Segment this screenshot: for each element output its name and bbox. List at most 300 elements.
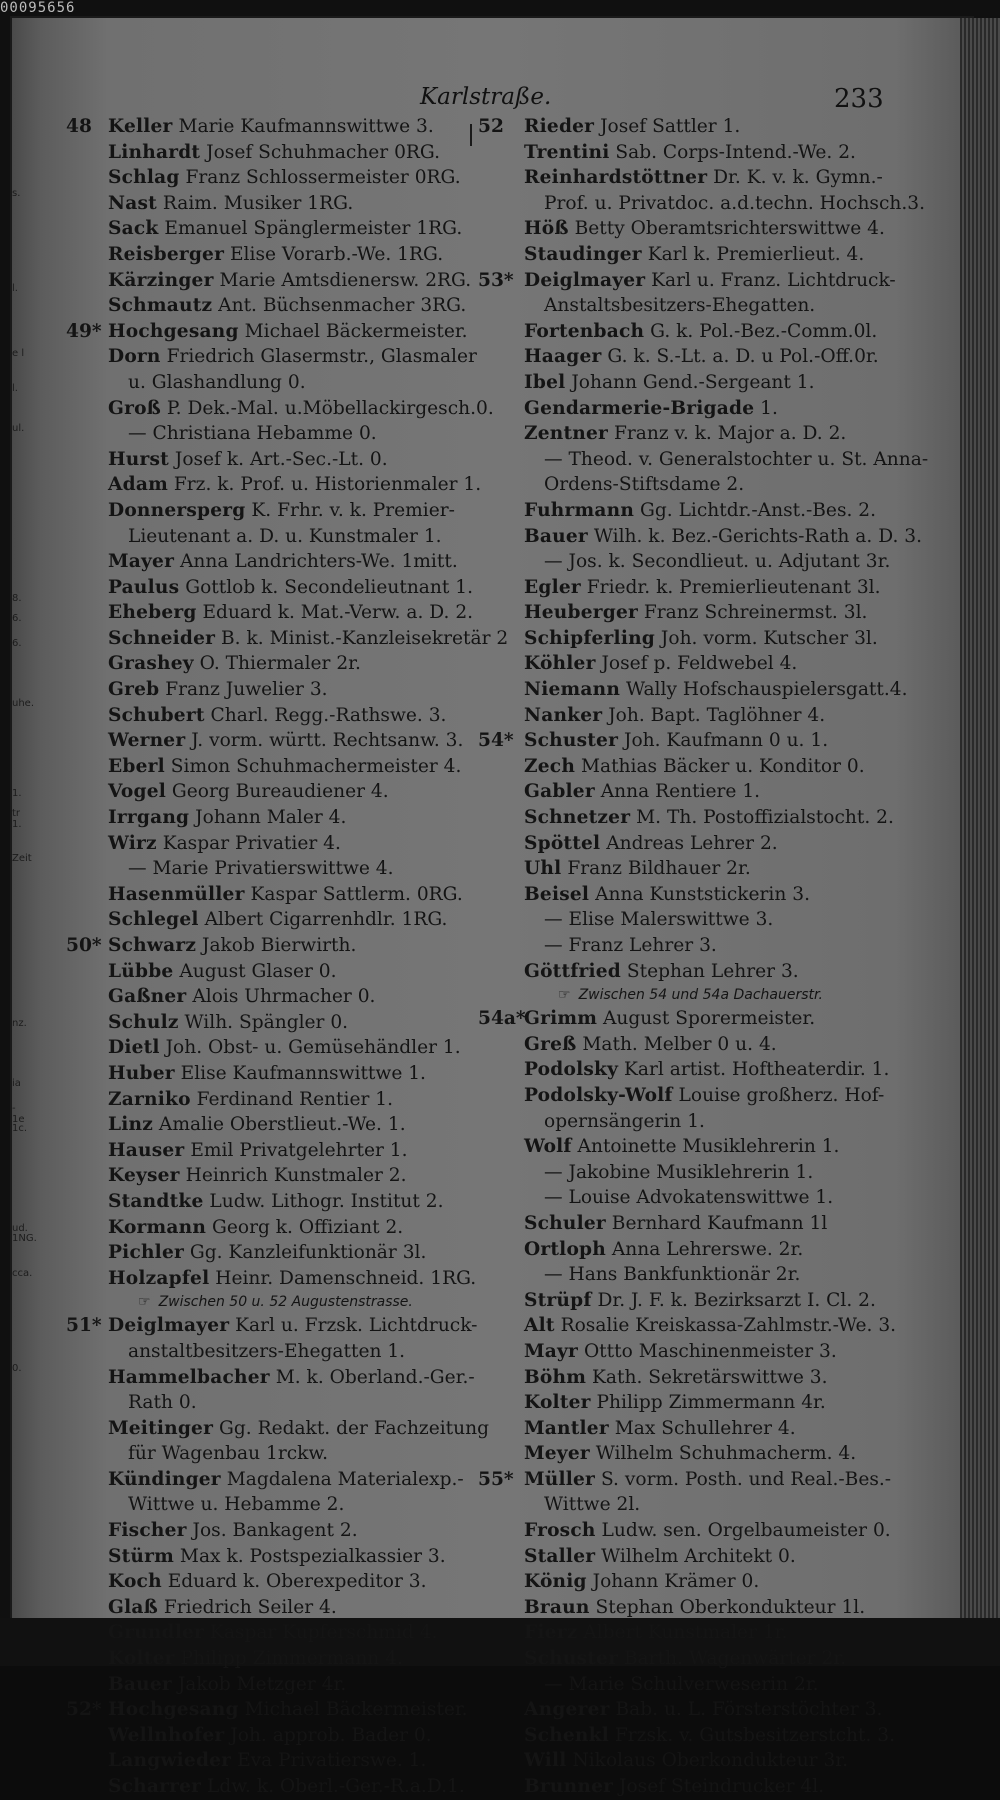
resident-details: Ottto Maschinenmeister 3. [578,1340,837,1362]
margin-fragment: ia [12,1078,21,1089]
resident-surname: Donnersperg [108,499,246,521]
resident-details: Louise großherz. Hof- [672,1084,885,1106]
left-margin-fragments [12,18,37,1618]
house-number: 51* [66,1315,102,1337]
resident-surname: Reisberger [108,243,225,265]
resident-entry [478,600,918,626]
resident-details: Eva Privatierswe. 1. [231,1750,427,1772]
resident-details: Emil Privatgelehrter 1. [184,1139,408,1161]
resident-details: Lieutenant a. D. u. Kunstmaler 1. [128,525,442,547]
resident-entry [66,933,476,959]
resident-surname: Heuberger [524,602,638,624]
resident-surname: Trentini [524,141,610,163]
resident-surname: Ortloph [524,1238,606,1260]
resident-surname: Braun [524,1596,590,1618]
resident-entry [66,1240,476,1266]
resident-entry [478,1057,918,1083]
resident-details: Georg k. Offiziant 2. [206,1216,404,1238]
resident-entry [478,626,918,652]
resident-details: Wally Hofschauspielersgatt.4. [620,679,908,701]
household-member-entry [478,447,929,473]
resident-details: — Marie Privatierswittwe 4. [128,858,394,880]
resident-entry [478,242,918,268]
resident-details: Ferdinand Rentier 1. [190,1088,394,1110]
resident-entry [66,1774,476,1800]
resident-entry [478,831,918,857]
resident-details: Ludw. Lithogr. Institut 2. [203,1190,444,1212]
resident-details: M. Th. Postoffizialstocht. 2. [630,807,894,829]
resident-details: Josef Schuhmacher 0RG. [200,141,441,163]
resident-details: Marie Kaufmannswittwe 3. [172,116,434,137]
resident-details: Joh. approb. Bader 0. [224,1724,432,1746]
resident-details: Stephan Lehrer 3. [620,960,799,982]
resident-surname: Schwarz [108,935,197,956]
resident-entry [478,959,918,985]
resident-entry [478,1697,918,1723]
resident-surname: Brunner [524,1776,614,1797]
resident-details: Georg Bureaudiener 4. [166,781,389,803]
resident-surname: Zech [524,755,576,777]
resident-details: Karl artist. Hoftheaterdir. 1. [618,1059,890,1081]
margin-fragment: 8. [12,593,22,604]
resident-details: Gottlob k. Secondelieutnant 1. [179,576,473,598]
margin-fragment: 1NG. [12,1233,37,1244]
resident-surname: Pichler [108,1242,184,1264]
resident-details: Joh. Obst- u. Gemüsehändler 1. [159,1037,461,1059]
resident-details: Simon Schuhmachermeister 4. [164,755,462,777]
entry-continuation [66,1390,476,1416]
resident-details: Max k. Postspezialkassier 3. [174,1545,446,1567]
resident-details: Joh. Kaufmann 0 u. 1. [618,730,829,752]
margin-fragment: cca. [12,1268,33,1279]
resident-details: Michael Bäckermeister. [238,1699,468,1721]
resident-entry [66,1035,476,1061]
resident-entry [478,1211,918,1237]
resident-surname: Lübbe [108,960,174,982]
resident-details: K. Frhr. v. k. Premier- [245,499,455,521]
resident-surname: Gabler [524,781,595,803]
resident-details: Nikolaus Oberkondukteur 3r. [566,1750,849,1772]
right-column [478,114,929,1800]
resident-details: Josef p. Feldwebel 4. [595,653,798,675]
resident-details: Anna Kunststickerin 3. [589,883,811,905]
resident-details: Heinrich Kunstmaler 2. [179,1165,407,1187]
margin-fragment: e l [12,348,25,359]
resident-details: Eduard k. Mat.-Verw. a. D. 2. [196,602,474,624]
resident-entry [66,1518,476,1544]
resident-surname: Deiglmayer [108,1315,230,1337]
resident-entry [478,1467,918,1493]
resident-entry [66,1313,476,1339]
resident-details: Friedrich Glasermstr., Glasmaler [160,346,477,368]
resident-details: Dr. J. F. k. Bezirksarzt I. Cl. 2. [591,1289,876,1311]
resident-details: — Franz Lehrer 3. [544,935,717,956]
resident-entry [478,1032,918,1058]
resident-entry [66,779,476,805]
resident-entry [66,1266,476,1292]
resident-details: Mathias Bäcker u. Konditor 0. [575,755,865,777]
resident-details: Johann Maler 4. [189,807,347,829]
resident-details: Philipp Zimmermann 4r. [590,1392,826,1414]
household-member-entry [478,549,918,575]
margin-fragment: ud. [12,1223,28,1234]
pointing-hand-icon: ☞ [138,1294,151,1311]
resident-entry [66,498,476,524]
resident-details: Barth. Wagenwärter 2r. [618,1648,847,1670]
resident-entry [66,165,476,191]
resident-entry [66,1544,476,1570]
house-number: 50* [66,935,102,956]
resident-entry [478,421,918,447]
resident-details: Amalie Oberstlieut.-We. 1. [153,1114,406,1136]
resident-details: Wittwe 2l. [544,1494,641,1516]
resident-entry [66,268,476,294]
resident-entry [66,651,476,677]
resident-surname: Vogel [108,781,167,803]
margin-fragment: s. [12,188,21,199]
resident-entry [66,1672,476,1698]
resident-entry [66,1163,476,1189]
resident-surname: Mayer [108,551,175,573]
household-member-entry [66,421,476,447]
resident-details: G. k. Pol.-Bez.-Comm.0l. [644,320,878,342]
resident-details: Franz v. k. Major a. D. 2. [608,423,847,445]
resident-details: Elise Vorarb.-We. 1RG. [224,243,444,265]
resident-entry [478,216,918,242]
resident-surname: Spöttel [524,832,601,854]
resident-entry [478,1748,918,1774]
household-member-entry [478,933,918,959]
household-member-entry [478,1185,918,1211]
resident-entry [66,319,476,345]
page-edge [960,18,1000,1618]
resident-entry [478,1544,918,1570]
resident-entry [66,472,482,498]
resident-entry [478,319,918,345]
resident-details: Ant. Büchsenmacher 3RG. [212,295,467,317]
resident-surname: Alt [524,1315,555,1337]
resident-details: Josef Steindrucker 4l. [613,1776,825,1797]
resident-entry [66,907,476,933]
resident-surname: Kormann [108,1216,207,1238]
resident-entry [66,396,494,422]
resident-details: Rath 0. [128,1392,197,1414]
resident-entry [478,1620,918,1646]
resident-surname: Podolsky [524,1059,619,1081]
resident-surname: Zentner [524,423,609,445]
resident-entry [66,1061,476,1087]
resident-details: Andreas Lehrer 2. [600,832,778,854]
resident-entry [66,728,476,754]
resident-entry [478,728,918,754]
resident-details: Ldw. k. Oberl.-Ger.-R.a.D.1. [201,1776,465,1797]
note-text: Zwischen 54 und 54a Dachauerstr. [578,987,823,1004]
resident-details: Max Schullehrer 4. [608,1417,796,1439]
resident-entry [66,1569,476,1595]
resident-entry [478,1006,918,1032]
resident-details: G. k. S.-Lt. a. D. u Pol.-Off.0r. [601,346,879,368]
resident-entry [478,1083,918,1109]
resident-details: Franz Bildhauer 2r. [561,858,751,880]
house-number: 54* [478,730,514,752]
resident-entry [478,1595,918,1621]
resident-details: Joh. vorm. Kutscher 3l. [655,627,878,649]
resident-entry [66,242,476,268]
resident-entry [66,677,476,703]
resident-surname: Gendarmerie-Brigade [524,397,755,419]
resident-surname: Wellnhofer [108,1724,225,1746]
resident-surname: Haager [524,346,602,368]
resident-entry [66,805,476,831]
resident-details: Michael Bäckermeister. [238,320,468,342]
resident-entry [66,1697,476,1723]
resident-details: August Glaser 0. [173,960,337,982]
resident-details: Wilh. Spängler 0. [178,1011,349,1033]
resident-surname: Fischer [108,1520,187,1542]
resident-entry [66,447,476,473]
resident-entry [66,1416,490,1442]
resident-surname: Dorn [108,346,161,368]
resident-details: Ludw. sen. Orgelbaumeister 0. [595,1520,891,1542]
entry-continuation [478,1109,918,1135]
resident-details: Bab. u. L. Försterstöchter 3. [609,1699,883,1721]
resident-entry [478,1313,918,1339]
resident-entry [66,600,476,626]
resident-surname: Kärzinger [108,269,214,291]
resident-details: — Elise Malerswittwe 3. [544,909,774,931]
note-text: Zwischen 50 u. 52 Augustenstrasse. [158,1294,413,1311]
resident-surname: Sack [108,218,159,240]
resident-details: Anstaltsbesitzers-Ehegatten. [544,295,816,317]
resident-entry [478,370,918,396]
resident-details: Prof. u. Privatdoc. a.d.techn. Hochsch.3. [544,192,926,214]
resident-entry [478,677,918,703]
running-head-street: Karlstraße. [420,84,552,110]
resident-surname: Podolsky-Wolf [524,1084,673,1106]
resident-surname: Glaß [108,1596,158,1618]
resident-surname: Grundler [108,1622,205,1644]
entry-continuation [66,524,476,550]
resident-entry [66,1620,476,1646]
resident-details: Anna Lehrerswe. 2r. [605,1238,804,1260]
resident-details: Elise Kaufmannswittwe 1. [174,1062,426,1084]
household-member-entry [66,856,476,882]
resident-surname: Schuler [524,1212,606,1234]
entry-continuation [478,191,926,217]
resident-details: Kaspar Sattlerm. 0RG. [244,883,463,905]
resident-surname: Schuster [524,1648,619,1670]
resident-details: — Jos. k. Secondlieut. u. Adjutant 3r. [544,551,891,573]
resident-surname: Nast [108,192,157,214]
resident-entry [478,856,918,882]
resident-details: Frz. k. Prof. u. Historienmaler 1. [167,474,482,496]
resident-details: Frzsk. v. Gutsbesitzerstcht. 3. [608,1724,896,1746]
resident-entry [478,344,918,370]
resident-entry [66,959,476,985]
resident-entry [478,140,918,166]
resident-details: Stephan Oberkondukteur 1l. [589,1596,866,1618]
resident-details: Alois Uhrmacher 0. [186,986,376,1008]
resident-surname: Schenkl [524,1724,609,1746]
resident-surname: Staller [524,1545,596,1567]
resident-surname: Kündinger [108,1468,221,1490]
resident-surname: Reinhardstöttner [524,167,708,189]
resident-surname: Hasenmüller [108,883,245,905]
resident-entry [66,1189,476,1215]
resident-surname: Angerer [524,1699,610,1721]
resident-details: Johann Gend.-Sergeant 1. [565,371,815,393]
resident-details: Jakob Bierwirth. [196,935,357,956]
entry-continuation [478,293,918,319]
resident-entry [66,1723,476,1749]
resident-surname: Keyser [108,1165,180,1187]
resident-entry [478,1390,918,1416]
resident-details: S. vorm. Posth. und Real.-Bes.- [595,1468,892,1490]
resident-surname: Eberl [108,755,165,777]
house-number: 53* [478,269,514,291]
resident-surname: Höß [524,218,569,240]
margin-fragment: nz. [12,1018,27,1029]
resident-entry [66,1595,476,1621]
resident-details: Antoinette Musiklehrerin 1. [571,1136,840,1158]
resident-entry [66,1087,476,1113]
house-number: 48 [66,116,92,137]
resident-surname: Groß [108,397,162,419]
resident-entry [478,524,923,550]
resident-details: Philipp Zimmermann 4. [174,1648,403,1670]
resident-details: Anna Landrichters-We. 1mitt. [174,551,458,573]
resident-surname: Dietl [108,1037,160,1059]
resident-entry [478,268,918,294]
house-number: 54a* [478,1008,526,1030]
resident-details: Math. Melber 0 u. 4. [576,1033,777,1055]
household-member-entry [478,1160,918,1186]
resident-details: Wilhelm Schuhmacherm. 4. [589,1443,857,1465]
resident-details: Gg. Kanzleifunktionär 3l. [183,1242,427,1264]
entry-continuation [478,1492,918,1518]
resident-entry [66,626,509,652]
resident-entry [66,1138,476,1164]
resident-details: B. k. Minist.-Kanzleisekretär 2 [215,627,509,649]
resident-details: — Hans Bankfunktionär 2r. [544,1264,801,1286]
resident-entry [66,575,476,601]
resident-surname: Huber [108,1062,175,1084]
resident-details: Raim. Musiker 1RG. [156,192,354,214]
margin-fragment: l. [12,383,18,394]
resident-entry [478,651,918,677]
resident-surname: Linz [108,1114,154,1136]
resident-details: Sab. Corps-Intend.-We. 2. [609,141,856,163]
resident-details: Franz Schlossermeister 0RG. [179,167,461,189]
resident-surname: Fortenbach [524,320,645,342]
resident-surname: Bauer [108,1673,172,1695]
resident-details: Karl u. Frzsk. Lichtdruck- [229,1315,478,1337]
margin-fragment: 6. [12,613,22,624]
resident-surname: Grimm [524,1008,598,1030]
resident-entry [66,1748,476,1774]
resident-surname: Holzapfel [108,1267,210,1289]
resident-entry [478,165,918,191]
resident-entry [478,575,918,601]
resident-surname: Mayr [524,1340,579,1362]
resident-entry [478,1646,918,1672]
resident-surname: Standtke [108,1190,204,1212]
resident-details: Wilhelm Architekt 0. [595,1545,796,1567]
resident-surname: Hochgesang [108,320,239,342]
house-number: 55* [478,1468,514,1490]
resident-surname: Fierz [524,1622,578,1644]
resident-entry [478,1288,918,1314]
margin-fragment: 1c. [12,1123,28,1134]
resident-surname: Koch [108,1571,162,1593]
household-member-entry [478,907,918,933]
entry-continuation [66,1492,476,1518]
resident-entry [66,114,476,140]
margin-fragment: 1. [12,788,22,799]
resident-surname: Göttfried [524,960,621,982]
resident-surname: Paulus [108,576,180,598]
resident-details: Anna Rentiere 1. [594,781,761,803]
resident-details: Rosalie Kreiskassa-Zahlmstr.-We. 3. [554,1315,897,1337]
resident-entry [66,293,476,319]
resident-details: Josef k. Art.-Sec.-Lt. 0. [168,448,388,470]
resident-surname: Adam [108,474,168,496]
resident-details: Ordens-Stiftsdame 2. [544,474,745,496]
resident-surname: Köhler [524,653,596,675]
margin-fragment: 0. [12,1363,22,1374]
margin-fragment: tr 1. [12,808,22,830]
resident-details: Jos. Bankagent 2. [186,1520,358,1542]
resident-entry [478,498,918,524]
resident-details: opernsängerin 1. [544,1110,705,1132]
resident-entry [478,1134,918,1160]
street-crossing-note [478,984,918,1006]
resident-surname: Langwieder [108,1750,232,1772]
resident-details: Friedr. k. Premierlieutenant 3l. [580,576,881,598]
resident-entry [66,1112,476,1138]
resident-surname: Schuster [524,730,619,752]
resident-details: Dr. K. v. k. Gymn.- [707,167,883,189]
resident-surname: Keller [108,116,173,137]
resident-entry [478,1441,918,1467]
resident-surname: Wolf [524,1136,572,1158]
margin-fragment: ul. [12,423,25,434]
resident-surname: Böhm [524,1366,587,1388]
resident-details: Kath. Sekretärswittwe 3. [586,1366,828,1388]
entry-continuation [66,370,476,396]
resident-details: Betty Oberamtsrichterswittwe 4. [568,218,885,240]
house-number: 52 [478,116,504,137]
resident-surname: Zarniko [108,1088,191,1110]
resident-entry [478,1569,918,1595]
resident-surname: Bauer [524,525,588,547]
resident-details: Wittwe u. Hebamme 2. [128,1494,345,1516]
resident-surname: Strüpf [524,1289,592,1311]
resident-details: Kaspar Privatier 4. [156,832,341,854]
resident-details: Albert Cigarrenhdlr. 1RG. [198,909,448,931]
resident-details: Jakob Metzger 4r. [171,1673,347,1695]
resident-surname: Schubert [108,704,205,726]
margin-fragment: l. [12,283,18,294]
resident-surname: Kolter [524,1392,591,1414]
resident-details: P. Dek.-Mal. u.Möbellackirgesch.0. [161,397,494,419]
resident-surname: Egler [524,576,581,598]
resident-entry [478,754,918,780]
resident-surname: Schipferling [524,627,656,649]
resident-surname: Schlegel [108,909,199,931]
resident-entry [478,703,918,729]
resident-surname: Grashey [108,653,194,675]
